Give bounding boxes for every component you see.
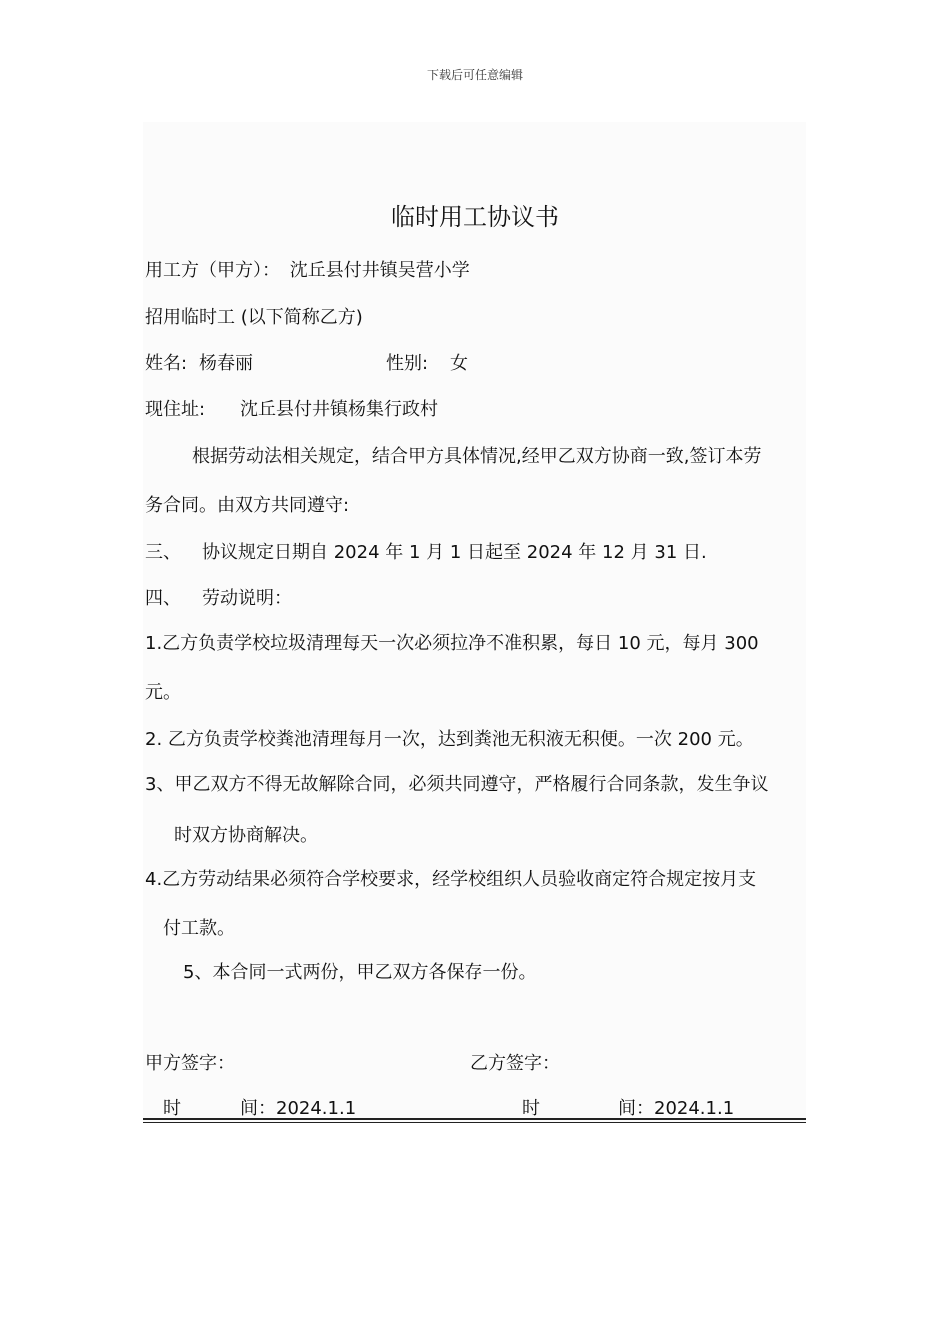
party-b-time-char: 时 xyxy=(522,1098,540,1119)
gender-label: 性别: xyxy=(386,353,429,374)
clause-3-line-2: 时双方协商解决。 xyxy=(174,825,318,846)
clause-1-line-2: 元。 xyxy=(145,682,181,703)
employer-label: 用工方（甲方）： xyxy=(145,260,280,281)
party-a-signature-label: 甲方签字： xyxy=(145,1053,235,1074)
gender-value: 女 xyxy=(450,353,468,374)
clause-4-line-2: 付工款。 xyxy=(163,918,235,939)
party-a-time-char: 时 xyxy=(163,1098,181,1119)
section-4-number: 四、 xyxy=(145,588,181,609)
name-label: 姓名: xyxy=(145,353,188,374)
recruit-line: 招用临时工 (以下简称乙方) xyxy=(145,307,363,328)
clause-3-line-1: 3、甲乙双方不得无故解除合同，必须共同遵守，严格履行合同条款，发生争议 xyxy=(145,774,769,795)
intro-line-1: 根据劳动法相关规定，结合甲方具体情况,经甲乙双方协商一致,签订本劳 xyxy=(192,446,762,467)
name-value: 杨春丽 xyxy=(199,353,253,374)
address-label: 现住址: xyxy=(145,399,206,420)
section-3-text: 协议规定日期自 2024 年 1 月 1 日起至 2024 年 12 月 31 日. xyxy=(202,542,707,563)
party-b-time-value: 间：2024.1.1 xyxy=(618,1098,735,1119)
employer-value: 沈丘县付井镇吴营小学 xyxy=(289,260,470,281)
section-4-text: 劳动说明： xyxy=(202,588,292,609)
clause-1-line-1: 1.乙方负责学校垃圾清理每天一次必须拉净不准积累，每日 10 元，每月 300 xyxy=(145,633,759,654)
clause-2: 2. 乙方负责学校粪池清理每月一次，达到粪池无积液无积便。一次 200 元。 xyxy=(145,729,754,750)
address-value: 沈丘县付井镇杨集行政村 xyxy=(240,399,438,420)
intro-line-2: 务合同。由双方共同遵守: xyxy=(145,495,350,516)
clause-5: 5、本合同一式两份，甲乙双方各保存一份。 xyxy=(183,962,537,983)
employer-line xyxy=(145,259,470,283)
section-3-number: 三、 xyxy=(145,542,181,563)
party-a-time-value: 间：2024.1.1 xyxy=(240,1098,357,1119)
signature-divider xyxy=(143,1118,806,1123)
clause-4-line-1: 4.乙方劳动结果必须符合学校要求，经学校组织人员验收商定符合规定按月支 xyxy=(145,869,757,890)
page-header-note: 下载后可任意编辑 xyxy=(426,68,523,82)
party-b-signature-label: 乙方签字： xyxy=(470,1053,560,1074)
document-title: 临时用工协议书 xyxy=(391,203,559,232)
